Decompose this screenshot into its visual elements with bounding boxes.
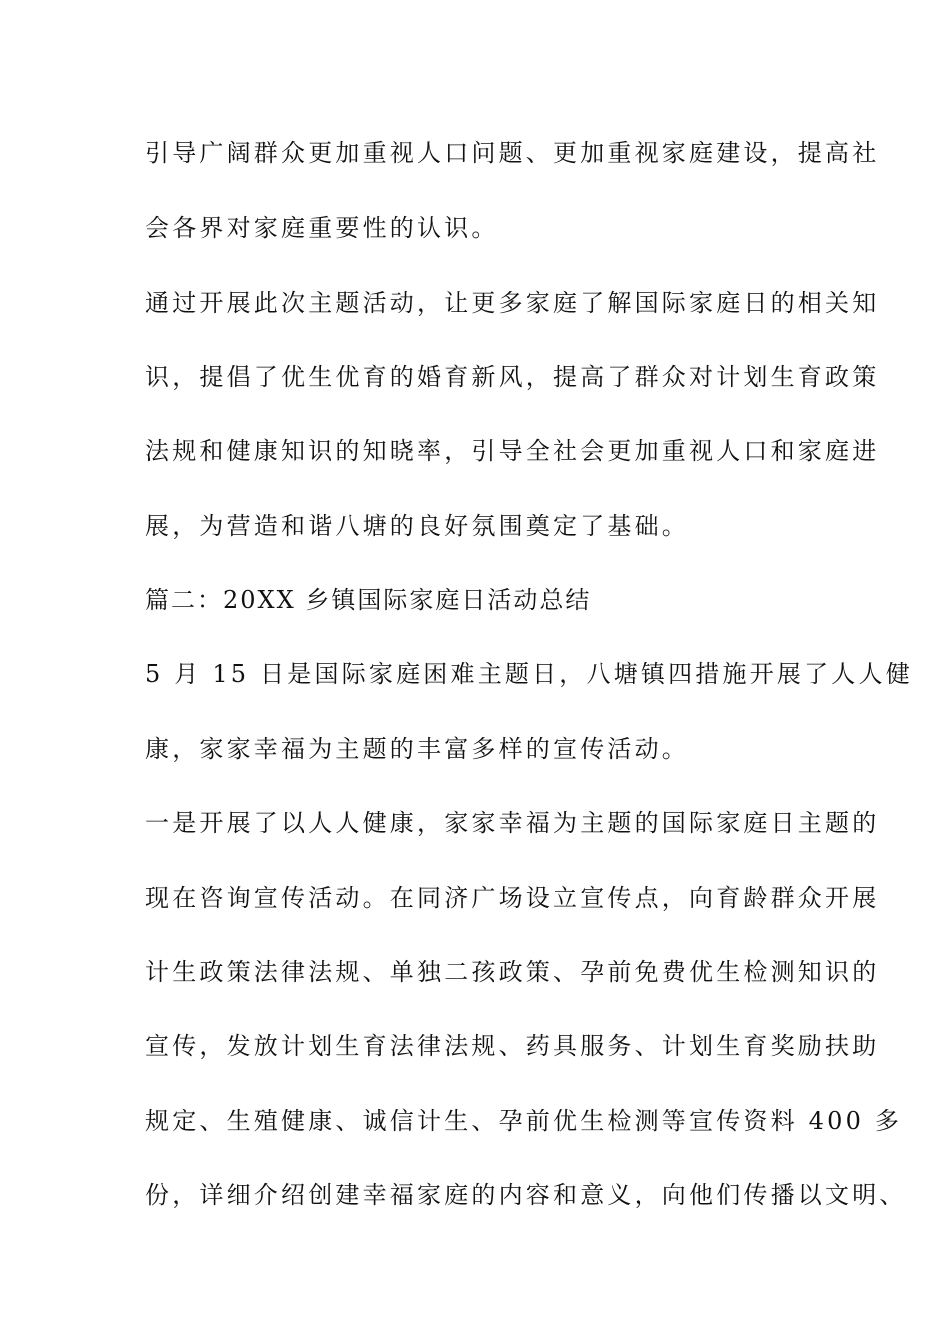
paragraph-line-11: 计生政策法律法规、单独二孩政策、孕前免费优生检测知识的 xyxy=(145,958,880,986)
paragraph-line-2: 会各界对家庭重要性的认识。 xyxy=(145,214,499,242)
section-heading: 篇二：20XX 乡镇国际家庭日活动总结 xyxy=(145,586,592,614)
paragraph-line-14: 份，详细介绍创建幸福家庭的内容和意义，向他们传播以文明、 xyxy=(145,1181,907,1209)
paragraph-line-7: 5 月 15 日是国际家庭困难主题日，八塘镇四措施开展了人人健 xyxy=(145,660,913,688)
paragraph-line-12: 宣传，发放计划生育法律法规、药具服务、计划生育奖励扶助 xyxy=(145,1032,880,1060)
paragraph-line-3: 通过开展此次主题活动，让更多家庭了解国际家庭日的相关知 xyxy=(145,289,880,317)
paragraph-line-13: 规定、生殖健康、诚信计生、孕前优生检测等宣传资料 400 多 xyxy=(145,1107,903,1135)
paragraph-line-8: 康，家家幸福为主题的丰富多样的宣传活动。 xyxy=(145,735,689,763)
paragraph-line-5: 法规和健康知识的知晓率，引导全社会更加重视人口和家庭进 xyxy=(145,437,880,465)
paragraph-line-4: 识，提倡了优生优育的婚育新风，提高了群众对计划生育政策 xyxy=(145,363,880,391)
paragraph-line-9: 一是开展了以人人健康，家家幸福为主题的国际家庭日主题的 xyxy=(145,809,880,837)
paragraph-line-6: 展，为营造和谐八塘的良好氛围奠定了基础。 xyxy=(145,512,689,540)
paragraph-line-1: 引导广阔群众更加重视人口问题、更加重视家庭建设，提高社 xyxy=(145,139,880,167)
paragraph-line-10: 现在咨询宣传活动。在同济广场设立宣传点，向育龄群众开展 xyxy=(145,884,880,912)
